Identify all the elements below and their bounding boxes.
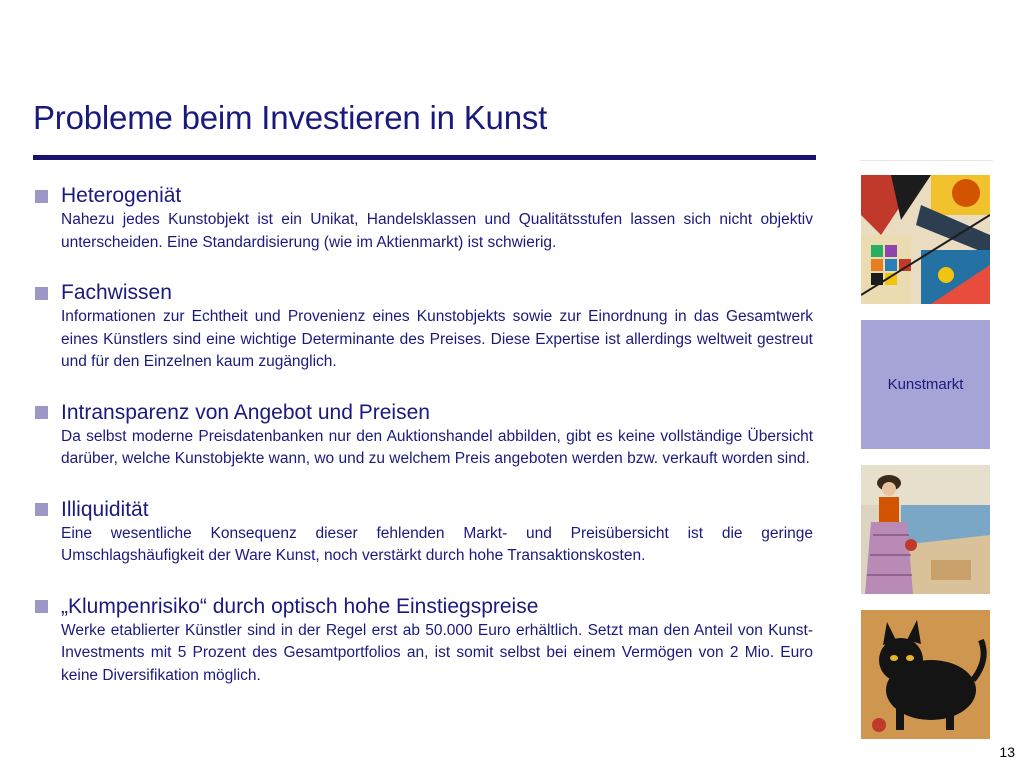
bullet-item — [35, 183, 813, 254]
bullet-text: Da selbst moderne Preisdatenbanken nur den Auktionshandel abbilden, gibt es keine vollständige Übersicht darüber, welche Kunstobjekte wann, wo und zu welchem Preis angeboten werden bzw. verkauft worden sind. — [61, 427, 813, 467]
bullet-item — [35, 280, 813, 374]
page-number: 13 — [999, 744, 1015, 760]
slide-title: Probleme beim Investieren in Kunst — [33, 99, 548, 136]
bullet-item — [35, 594, 813, 688]
kunstmarkt-box — [861, 320, 990, 449]
black-cat-poster-image — [861, 610, 990, 739]
bullet-heading: Illiquidität — [61, 497, 149, 521]
bullet-heading: Heterogeniät — [61, 184, 182, 207]
kunstmarkt-label: Kunstmarkt — [887, 376, 964, 393]
sidebar-divider — [860, 160, 993, 161]
bullet-text: Nahezu jedes Kunstobjekt ist ein Unikat, Handelsklassen und Qualitätsstufen lassen sich nicht objektiv unterscheiden. Eine Standardisierung (wie im Aktienmarkt) ist schwierig. — [61, 211, 813, 251]
bullet-text: Werke etablierter Künstler sind in der Regel erst ab 50.000 Euro erhältlich. Setzt man den Anteil von Kunst-Investments mit 5 Prozent des Gesamtportfolios an, ist somit selbst bei einem Vermögen von 2 Mio. Euro keine Diversifikation möglich. — [61, 621, 813, 684]
bullet-square-icon — [35, 503, 48, 516]
bullet-text: Eine wesentliche Konsequenz dieser fehlenden Markt- und Preisübersicht ist die geringe Umschlagshäufigkeit der Ware Kunst, noch verstärkt durch hohe Transaktionskosten. — [61, 524, 813, 564]
abstract-painting-image — [861, 175, 990, 304]
title-divider — [33, 155, 816, 160]
bullet-square-icon — [35, 406, 48, 419]
bullet-item — [35, 400, 813, 471]
bullet-square-icon — [35, 190, 48, 203]
bullet-square-icon — [35, 600, 48, 613]
bullet-heading: Fachwissen — [61, 281, 172, 304]
bullet-square-icon — [35, 287, 48, 300]
bullet-list — [35, 183, 813, 713]
woman-coastal-poster-image — [861, 465, 990, 594]
bullet-item — [35, 497, 813, 568]
bullet-text: Informationen zur Echtheit und Provenienz eines Kunstobjekts sowie zur Einordnung in das Gesamtwerk eines Künstlers sind eine wichtige Determinante des Preises. Diese Expertise ist allerdings weltweit gestreut und für den Einzelnen kaum zugänglich. — [61, 308, 813, 370]
bullet-heading: Intransparenz von Angebot und Preisen — [61, 400, 430, 424]
bullet-heading: „Klumpenrisiko“ durch optisch hohe Einstiegspreise — [61, 594, 539, 618]
